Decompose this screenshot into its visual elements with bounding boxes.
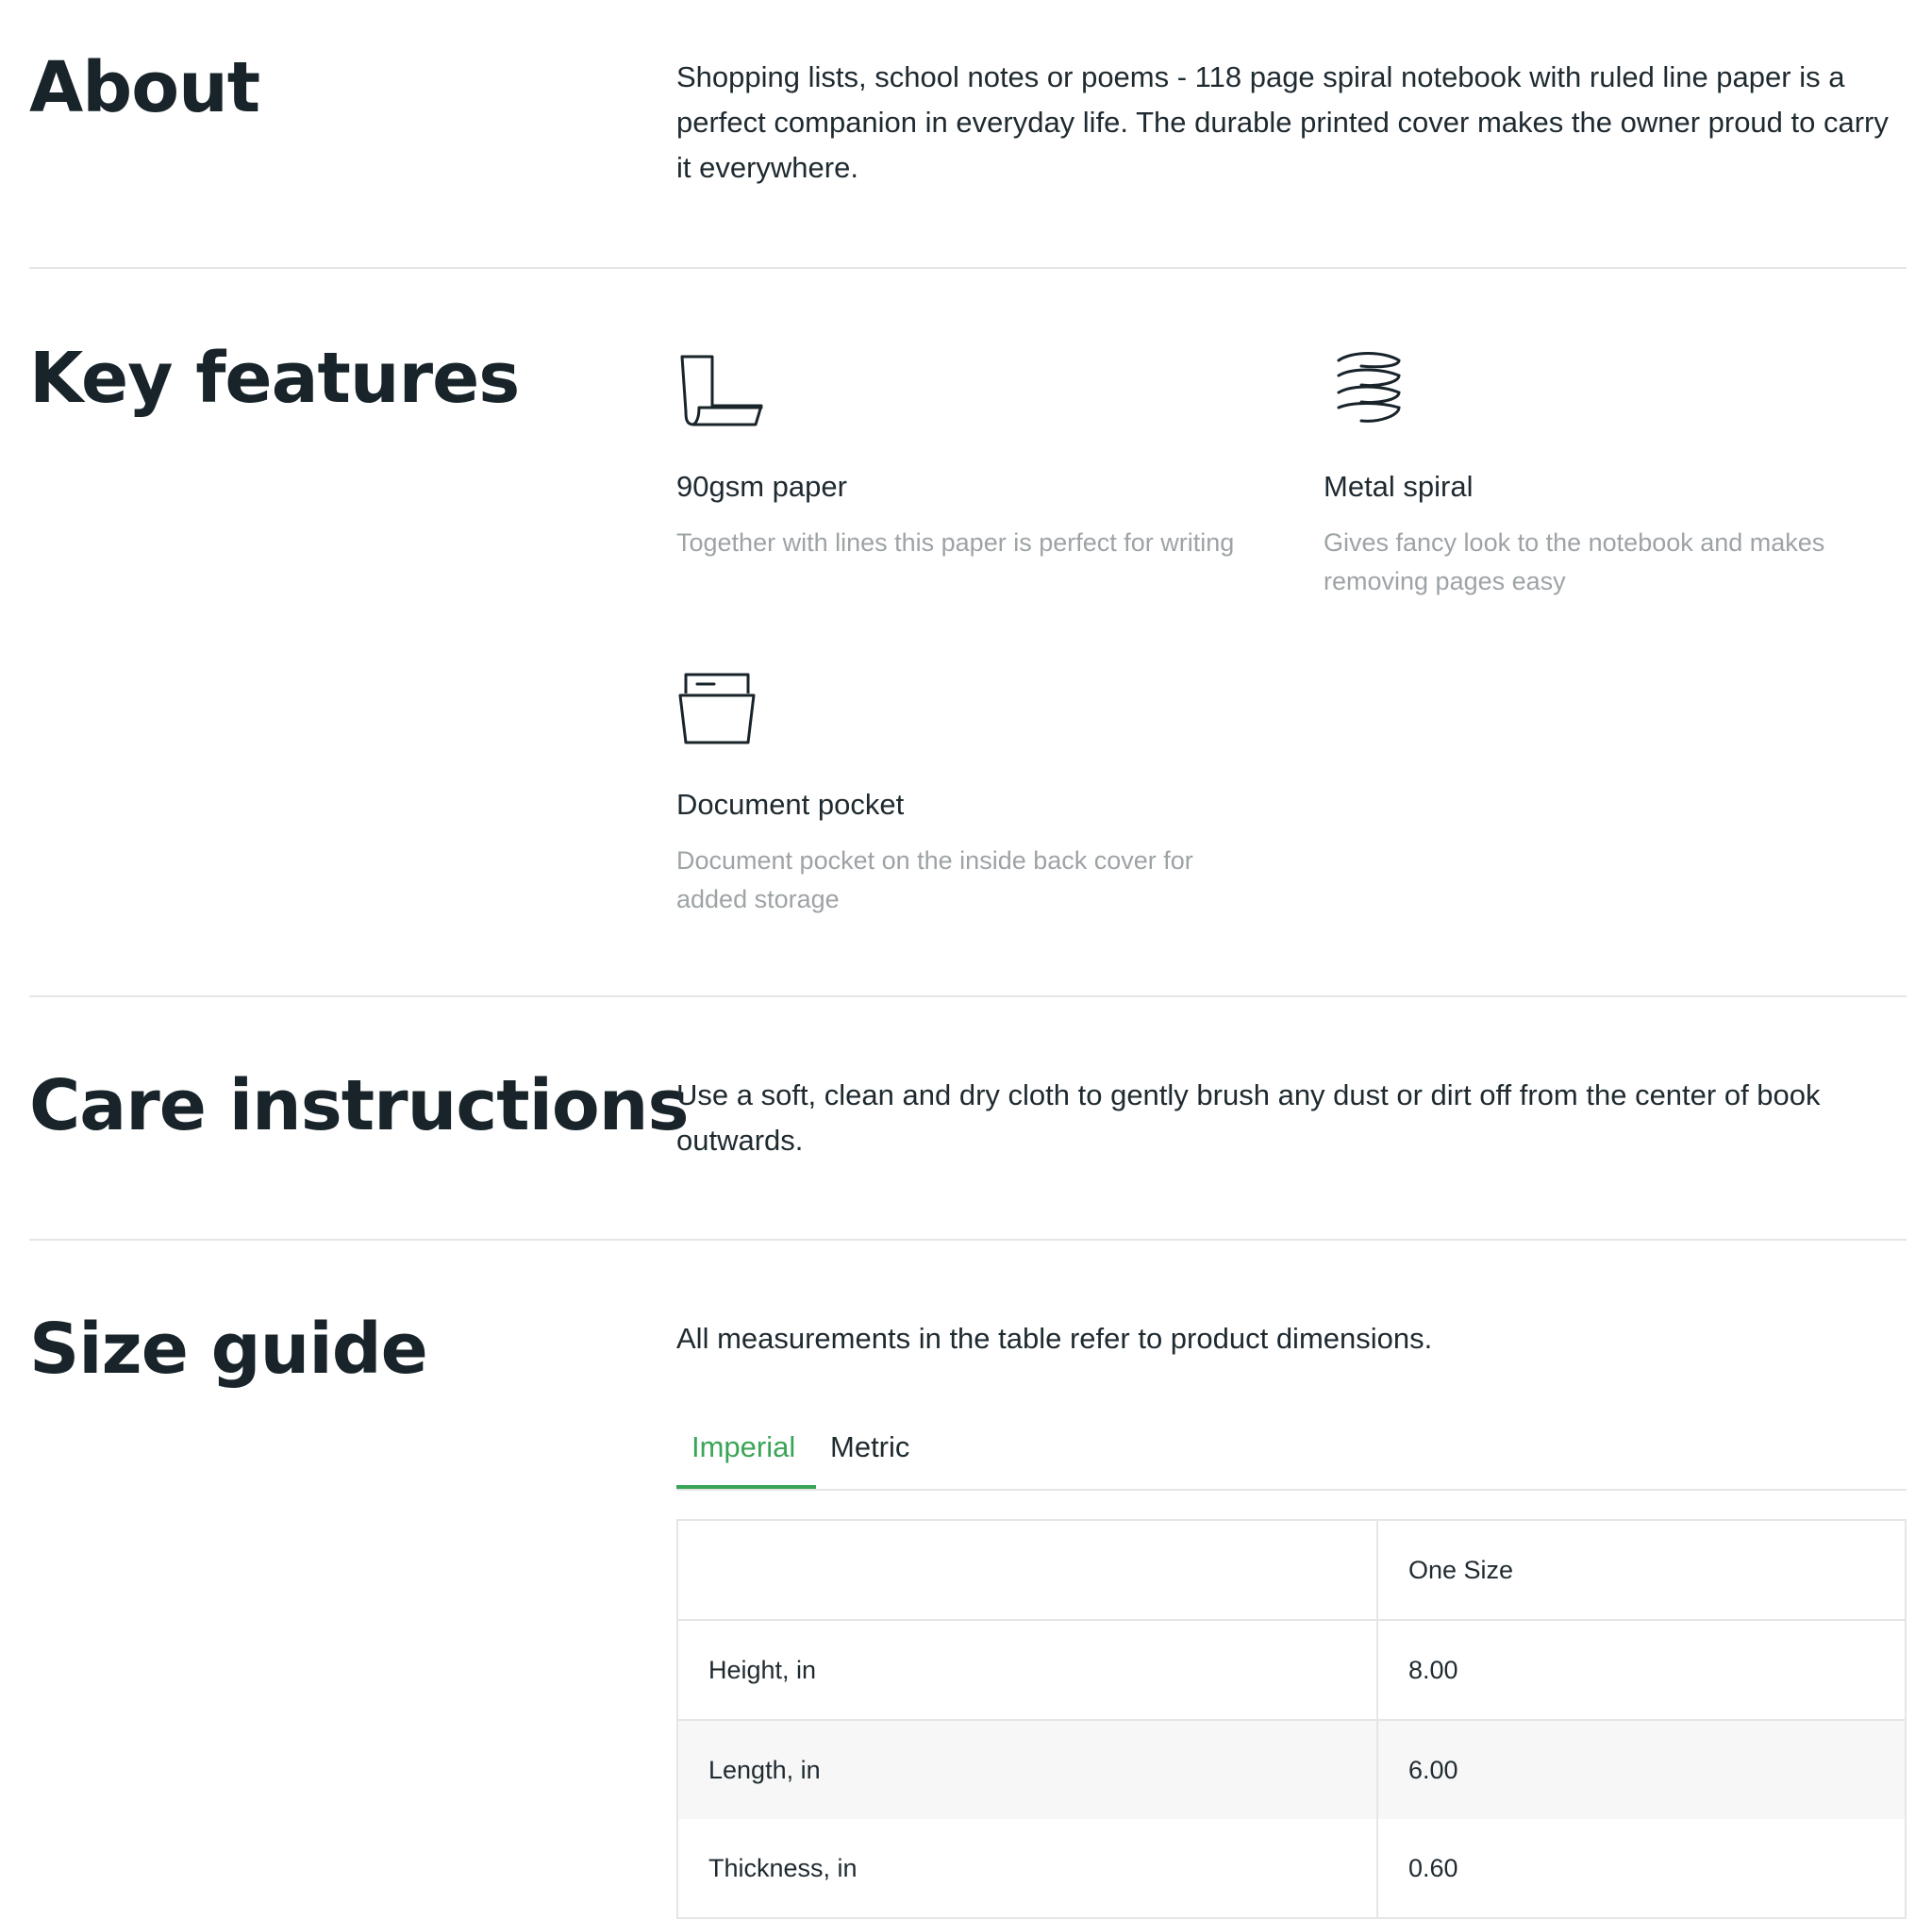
table-cell-value: 0.60 [1377,1819,1906,1918]
care-instructions-heading: Care instructions [29,1065,689,1146]
feature-description: Together with lines this paper is perfect for writing [676,528,1235,557]
table-row [677,1720,1906,1819]
feature-metal-spiral [1324,347,1890,602]
key-features-heading: Key features [29,338,520,419]
care-instructions-text: Use a soft, clean and dry cloth to gently brush any dust or dirt off from the center of book outwards. [676,1078,1821,1157]
feature-90gsm-paper [676,347,1242,602]
table-header-cell: One Size [1377,1520,1906,1620]
active-tab-indicator [676,1485,816,1489]
tab-metric[interactable]: Metric [830,1428,909,1466]
table-cell-value: 6.00 [1377,1720,1906,1819]
feature-description: Gives fancy look to the notebook and makes removing pages easy [1324,528,1825,595]
section-divider [29,1239,1907,1241]
feature-title: 90gsm paper [676,470,847,503]
table-cell-label: Thickness, in [677,1819,1377,1918]
tab-imperial[interactable]: Imperial [691,1428,795,1466]
feature-document-pocket [676,665,1242,920]
about-text: Shopping lists, school notes or poems - 118 page spiral notebook with ruled line paper is a perfect companion in everyday life. The durable printed cover makes the owner proud to carry it everywhere. [676,60,1889,184]
table-cell-label: Length, in [677,1720,1377,1819]
feature-title: Document pocket [676,788,905,821]
metal-spiral-icon [1324,347,1414,438]
table-header-row [677,1520,1906,1620]
section-divider [29,267,1907,269]
size-table [676,1519,1907,1919]
size-guide-heading: Size guide [29,1309,427,1390]
unit-tabs [676,1415,1907,1491]
table-row [677,1620,1906,1720]
table-row [677,1819,1906,1918]
table-header-cell [677,1520,1377,1620]
table-cell-value: 8.00 [1377,1620,1906,1720]
feature-description: Document pocket on the inside back cover for added storage [676,846,1193,913]
about-heading: About [29,47,260,128]
document-pocket-icon [676,665,767,756]
size-guide-note: All measurements in the table refer to product dimensions. [676,1322,1433,1355]
table-cell-label: Height, in [677,1620,1377,1720]
paper-sheet-icon [676,347,767,438]
feature-title: Metal spiral [1324,470,1474,503]
section-divider [29,995,1907,997]
